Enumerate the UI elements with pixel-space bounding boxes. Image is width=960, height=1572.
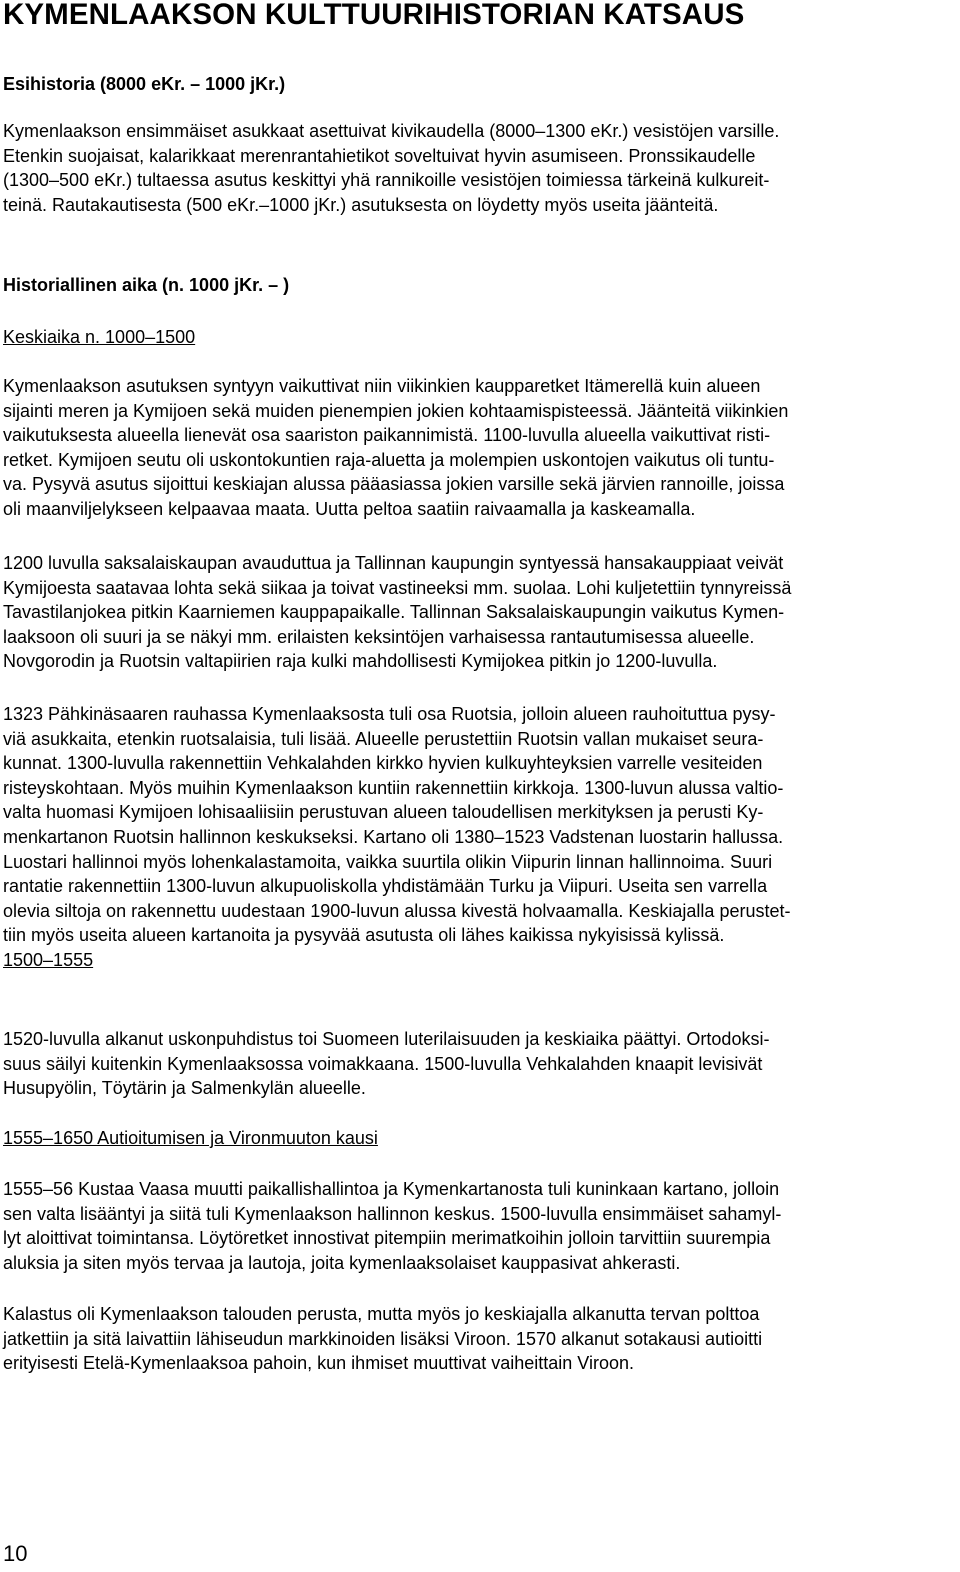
paragraph-line: (1300–500 eKr.) tultaessa asutus keskittyi yhä rannikoille vesistöjen toimiessa tärkeinä kulkureit- — [3, 170, 770, 191]
period-1500-1555-paragraph — [3, 1027, 769, 1101]
paragraph-line: va. Pysyvä asutus sijoittui keskiajan alussa pääasiassa jokien varsille sekä järvien rannoille, joissa — [3, 474, 785, 495]
document-title: KYMENLAAKSON KULTTUURIHISTORIAN KATSAUS — [3, 0, 745, 31]
paragraph-line: Novgorodin ja Ruotsin valtapiirien raja kulki mahdollisesti Kymijokea pitkin jo 1200-luvulla. — [3, 651, 718, 672]
paragraph-line: Kalastus oli Kymenlaakson talouden perusta, mutta myös jo keskiajalla alkanutta tervan polttoa — [3, 1304, 760, 1324]
paragraph-line: olevia siltoja on rakennettu uudestaan 1900-luvun alussa kivestä holvaamalla. Keskiajalla perustet- — [3, 900, 791, 921]
middle-ages-paragraph-3 — [3, 702, 790, 948]
paragraph-line: Kymenlaakson asutuksen syntyyn vaikuttivat niin viikinkien kaupparetket Itämerellä kuin alueen — [3, 376, 761, 396]
paragraph-line: 1555–56 Kustaa Vaasa muutti paikallishallintoa ja Kymenkartanosta tuli kuninkaan kartano, jolloin — [3, 1179, 780, 1199]
paragraph-line: 1323 Pähkinäsaaren rauhassa Kymenlaaksosta tuli osa Ruotsia, jolloin alueen rauhoituttua pysy- — [3, 704, 776, 724]
period-1555-1650-paragraph-1 — [3, 1177, 781, 1275]
paragraph-line: rantatie rakennettiin 1300-luvun alkupuoliskolla yhdistämään Turku ja Viipuri. Useita sen varrella — [3, 876, 768, 897]
paragraph-line: suus säilyi kuitenkin Kymenlaaksossa voimakkaana. 1500-luvulla Vehkalahden knaapit levisivät — [3, 1053, 763, 1074]
paragraph-line: menkartanon Ruotsin hallinnon keskukseksi. Kartano oli 1380–1523 Vadstenan luostarin hallussa. — [3, 826, 784, 847]
paragraph-line: sijainti meren ja Kymijoen sekä muiden pienempien jokien kohtaamispisteessä. Jäänteitä viikinkien — [3, 400, 789, 421]
period-1500-1555-heading: 1500–1555 — [3, 950, 94, 970]
historical-period-heading: Historiallinen aika (n. 1000 jKr. – ) — [3, 275, 290, 295]
paragraph-line: kunnat. 1300-luvulla rakennettiin Vehkalahden kirkko hyvien kulkuyhteyksien varrelle vesiteiden — [3, 753, 763, 774]
paragraph-line: tiin myös useita alueen kartanoita ja pysyvää asutusta oli lähes kaikissa nykyisissä kylissä. — [3, 925, 725, 946]
paragraph-line: Luostari hallinnoi myös lohenkalastamoita, vaikka suurtila olikin Viipurin linnan hallinnoima. Suuri — [3, 851, 773, 872]
paragraph-line: Kymenlaakson ensimmäiset asukkaat asettuivat kivikaudella (8000–1300 eKr.) vesistöjen varsille. — [3, 121, 780, 141]
paragraph-line: Tavastilanjokea pitkin Kaarniemen kauppapaikalle. Tallinnan Saksalaiskaupungin vaikutus Kymen- — [3, 602, 785, 623]
page-number: 10 — [3, 1541, 28, 1566]
paragraph-line: lyt aloittivat toimintansa. Löytöretket innostivat pitempiin merimatkoihin jolloin tarvittiin suurempia — [3, 1228, 771, 1249]
paragraph-line: erityisesti Etelä-Kymenlaaksoa pahoin, kun ihmiset muuttivat vaiheittain Viroon. — [3, 1353, 634, 1374]
middle-ages-heading: Keskiaika n. 1000–1500 — [3, 327, 196, 347]
paragraph-line: Etenkin suojaisat, kalarikkaat merenrantahietikot soveltuivat hyvin asumiseen. Pronssikaudelle — [3, 145, 756, 166]
prehistory-heading: Esihistoria (8000 eKr. – 1000 jKr.) — [3, 74, 286, 94]
paragraph-line: risteyskohtaan. Myös muihin Kymenlaakson kuntiin rakennettiin kirkkoja. 1300-luvun alussa valtio- — [3, 777, 784, 798]
paragraph-line: laaksoon oli suuri ja se näkyi mm. erilaisten keksintöjen varhaisessa rantautumisessa alueelle. — [3, 626, 755, 647]
paragraph-line: Husupyölin, Töytärin ja Salmenkylän alueelle. — [3, 1078, 366, 1099]
paragraph-line: jatkettiin ja sitä laivattiin lähiseudun markkinoiden lisäksi Viroon. 1570 alkanut sotakausi autioitti — [3, 1328, 763, 1349]
paragraph-line: viä asukkaita, etenkin ruotsalaisia, tuli lisää. Alueelle perustettiin Ruotsin vallan mukaiset seura- — [3, 728, 764, 749]
period-1555-1650-paragraph-2 — [3, 1302, 762, 1376]
paragraph-line: vaikutuksesta alueella lienevät osa saariston paikannimistä. 1100-luvulla alueella vaikuttivat risti- — [3, 425, 771, 446]
prehistory-paragraph — [3, 119, 779, 217]
paragraph-line: valta huomasi Kymijoen lohisaaliisiin perustuvan alueen taloudellisen merkityksen ja perusti Ky- — [3, 802, 764, 823]
middle-ages-paragraph-1 — [3, 374, 788, 522]
paragraph-line: oli maanviljelykseen kelpaavaa maata. Uutta peltoa saatiin raivaamalla ja kaskeamalla. — [3, 498, 696, 519]
paragraph-line: aluksia ja siten myös tervaa ja lautoja, joita kymenlaaksolaiset kauppasivat ahkerasti. — [3, 1252, 681, 1273]
middle-ages-paragraph-2 — [3, 551, 791, 674]
paragraph-line: Kymijoesta saatavaa lohta sekä siikaa ja toivat vastineeksi mm. suolaa. Lohi kuljetettiin tynnyreissä — [3, 577, 792, 598]
period-1555-1650-heading: 1555–1650 Autioitumisen ja Vironmuuton kausi — [3, 1128, 378, 1148]
paragraph-line: teinä. Rautakautisesta (500 eKr.–1000 jKr.) asutuksesta on löydetty myös useita jäänteitä. — [3, 194, 719, 215]
paragraph-line: 1520-luvulla alkanut uskonpuhdistus toi Suomeen luterilaisuuden ja keskiaika päättyi. Ortodoksi- — [3, 1029, 770, 1049]
paragraph-line: sen valta lisääntyi ja siitä tuli Kymenlaakson hallinnon keskus. 1500-luvulla ensimmäiset sahamyl- — [3, 1203, 782, 1224]
paragraph-line: retket. Kymijoen seutu oli uskontokuntien raja-aluetta ja molempien uskontojen vaikutus oli tuntu- — [3, 449, 775, 470]
paragraph-line: 1200 luvulla saksalaiskaupan avauduttua ja Tallinnan kaupungin syntyessä hansakauppiaat veivät — [3, 553, 784, 573]
